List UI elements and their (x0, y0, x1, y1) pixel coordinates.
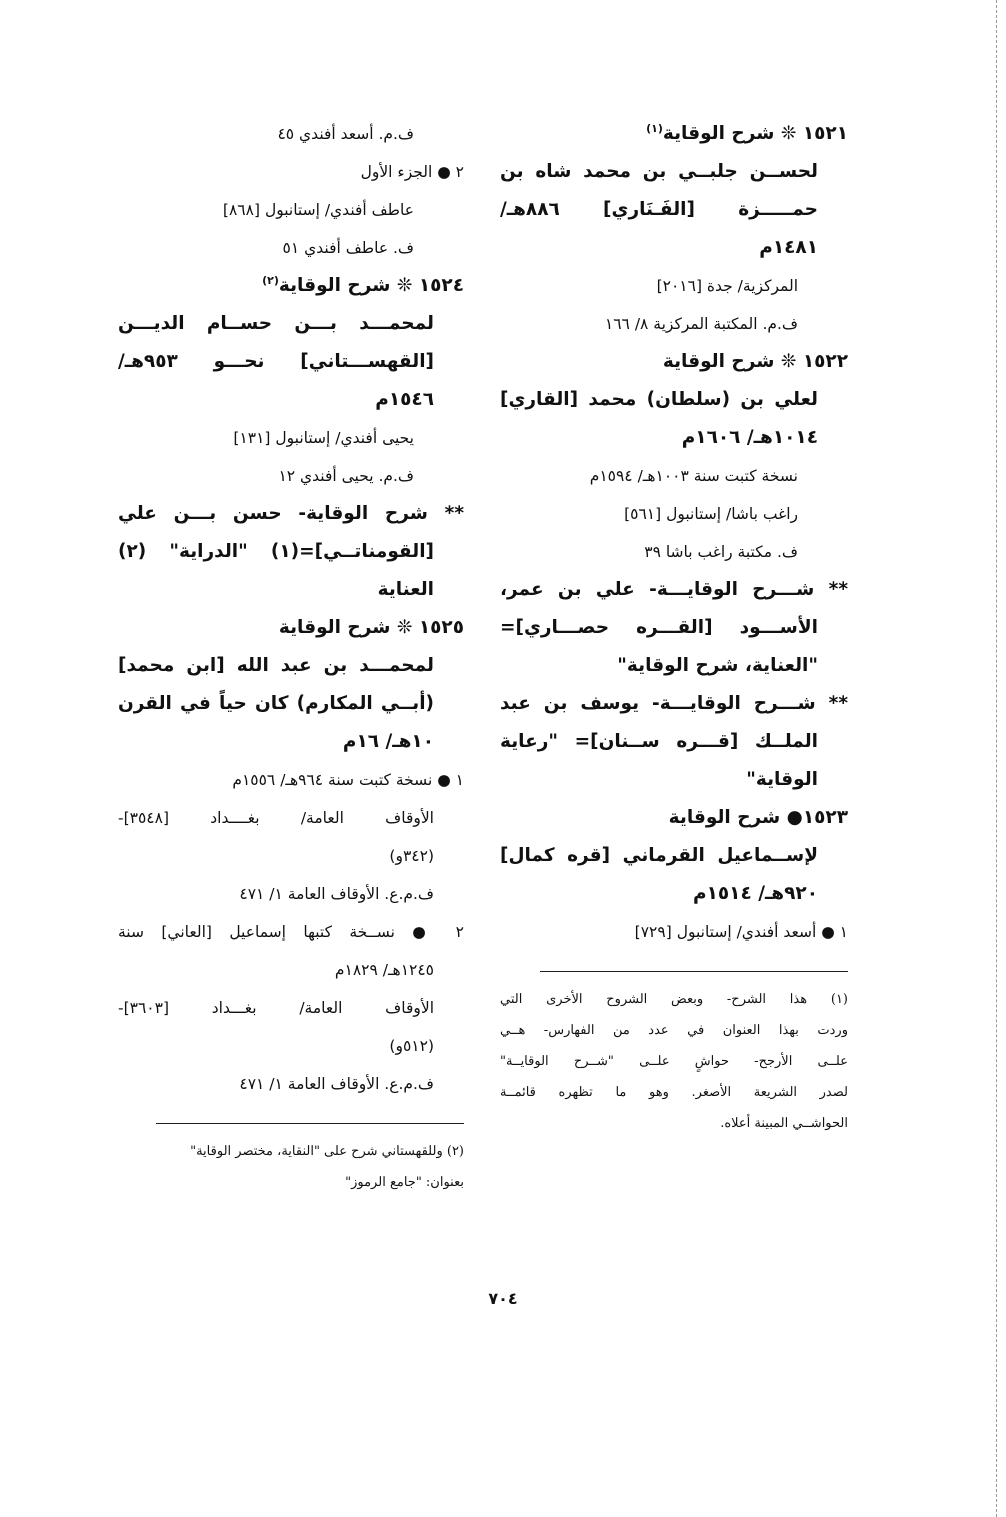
text-line (118, 381, 464, 419)
line-text: لمحمـــد بن عبد الله [ابن محمد] (118, 655, 434, 676)
line-text: ٩٢٠هـ/ ١٥١٤م (693, 883, 818, 904)
footnote-2 (118, 1136, 464, 1198)
text-line (118, 457, 464, 495)
line-text: لصدر الشريعة الأصغر. وهو ما تظهره قائمــة (500, 1085, 848, 1100)
footnote-rule (156, 1123, 464, 1124)
text-line (118, 533, 464, 571)
line-text: [القهســـتاني] نحـــو ٩٥٣هـ/ (118, 351, 434, 372)
footnote-line (500, 1108, 848, 1139)
line-text: ١٤٨١م (759, 237, 818, 258)
text-line (500, 685, 848, 723)
line-text: ٢ ● نســخة كتبها إسماعيل [العاني] سنة (118, 923, 464, 941)
footnote-line (500, 1046, 848, 1077)
text-line (118, 1065, 464, 1103)
text-line (118, 875, 464, 913)
text-line (118, 989, 464, 1027)
text-line (118, 343, 464, 381)
text-line (118, 951, 464, 989)
line-text: راغب باشا/ إستانبول [٥٦١] (624, 505, 798, 523)
footnote-marker: (١) (646, 121, 663, 135)
text-line (118, 229, 464, 267)
text-line (500, 267, 848, 305)
text-line (500, 837, 848, 875)
text-line (118, 115, 464, 153)
page-number: ٧٠٤ (488, 1289, 518, 1308)
line-text: يحيى أفندي/ إستانبول [١٣١] (233, 429, 414, 447)
text-line (500, 571, 848, 609)
line-text: ف.م. أسعد أفندي ٤٥ (277, 125, 414, 143)
line-text: ف.م.ع. الأوقاف العامة ١/ ٤٧١ (239, 885, 434, 903)
text-line (500, 799, 848, 837)
line-text: ١ ● نسخة كتبت سنة ٩٦٤هـ/ ١٥٥٦م (232, 771, 464, 789)
footnote-rule (540, 971, 848, 972)
text-line (118, 913, 464, 951)
text-line (500, 875, 848, 913)
line-text: ١٢٤٥هـ/ ١٨٢٩م (334, 961, 434, 979)
text-line (500, 191, 848, 229)
line-text: [القومناتــي]=(١) "الدراية" (٢) (118, 541, 434, 562)
text-line (500, 457, 848, 495)
text-line (118, 1027, 464, 1065)
line-text: ١٥٢٣● شرح الوقاية (668, 807, 848, 828)
line-text: (٥١٢و) (389, 1037, 434, 1055)
text-line (118, 419, 464, 457)
text-line (500, 229, 848, 267)
text-line (500, 647, 848, 685)
text-line (118, 761, 464, 799)
line-text: الملــك [قـــره ســنان]= "رعاية (500, 731, 818, 752)
text-line (500, 153, 848, 191)
text-line (500, 115, 848, 153)
text-line (500, 343, 848, 381)
line-text: ** شـــرح الوقايـــة- يوسف بن عبد (500, 693, 848, 714)
line-text: ١٠١٤هـ/ ١٦٠٦م (681, 427, 818, 448)
line-text: علــى الأرجح- حواشٍ علــى "شــرح الوقايــة" (500, 1054, 848, 1069)
text-line (118, 571, 464, 609)
line-text: الأوقاف العامة/ بغــــداد [٣٥٤٨]- (118, 809, 434, 827)
line-text: لمحمـــد بـــن حســام الديـــن (118, 313, 434, 334)
text-line (118, 647, 464, 685)
text-line (500, 381, 848, 419)
text-line (118, 191, 464, 229)
text-line (118, 723, 464, 761)
footnote-line (500, 1015, 848, 1046)
text-line (118, 685, 464, 723)
line-text: الأســـود [القـــره حصـــاري]= (500, 617, 818, 638)
line-text: المركزية/ جدة [٢٠١٦] (656, 277, 798, 295)
text-line (500, 609, 848, 647)
line-text: العناية (377, 579, 434, 600)
footnote-line (500, 984, 848, 1015)
line-text: حمـــــزة [الفَـنَاري] ٨٨٦هـ/ (500, 199, 818, 220)
line-text: ١٥٢٤ ❊ شرح الوقاية (278, 275, 464, 296)
footnote-line (118, 1167, 464, 1198)
text-line (500, 419, 848, 457)
line-text: وردت بهذا العنوان في عدد من الفهارس- هــي (500, 1023, 848, 1038)
text-line (118, 267, 464, 305)
footnote-1 (500, 984, 848, 1139)
line-text: (٢) وللقهستاني شرح على "النقاية، مختصر الوقاية" (190, 1144, 464, 1159)
line-text: الوقاية" (746, 769, 818, 790)
line-text: (٣٤٢و) (389, 847, 434, 865)
line-text: ١٠هـ/ ١٦م (342, 731, 434, 752)
text-line (118, 495, 464, 533)
left-column-entries (118, 115, 464, 1103)
text-line (118, 153, 464, 191)
line-text: (أبــي المكارم) كان حياً في القرن (118, 693, 434, 714)
left-column (118, 115, 464, 1198)
line-text: لعلي بن (سلطان) محمد [القاري] (500, 389, 818, 410)
line-text: ١٥٢٢ ❊ شرح الوقاية (662, 351, 848, 372)
text-line (500, 723, 848, 761)
text-line (500, 761, 848, 799)
line-text: ** شـــرح الوقايـــة- علي بن عمر، (500, 579, 848, 600)
footnote-line (118, 1136, 464, 1167)
footnote-line (500, 1077, 848, 1108)
right-column (500, 115, 848, 1139)
text-line (118, 305, 464, 343)
footnote-marker: (٢) (262, 273, 279, 287)
line-text: ١٥٢٥ ❊ شرح الوقاية (278, 617, 464, 638)
line-text: ف.م. يحيى أفندي ١٢ (278, 467, 414, 485)
line-text: لإســماعيل القرماني [قره كمال] (500, 845, 818, 866)
line-text: عاطف أفندي/ إستانبول [٨٦٨] (222, 201, 414, 219)
line-text: الأوقاف العامة/ بغـــداد [٣٦٠٣]- (118, 999, 434, 1017)
text-line (500, 913, 848, 951)
line-text: "العناية، شرح الوقاية" (617, 655, 818, 676)
text-line (500, 305, 848, 343)
right-column-entries (500, 115, 848, 951)
line-text: ٢ ● الجزء الأول (360, 163, 464, 181)
line-text: ف. عاطف أفندي ٥١ (282, 239, 414, 257)
line-text: ف. مكتبة راغب باشا ٣٩ (644, 543, 798, 561)
line-text: بعنوان: "جامع الرموز" (345, 1175, 464, 1190)
line-text: ف.م.ع. الأوقاف العامة ١/ ٤٧١ (239, 1075, 434, 1093)
line-text: ١٥٢١ ❊ شرح الوقاية (662, 123, 848, 144)
text-line (118, 837, 464, 875)
line-text: ١ ● أسعد أفندي/ إستانبول [٧٢٩] (634, 923, 848, 941)
line-text: نسخة كتبت سنة ١٠٠٣هـ/ ١٥٩٤م (589, 467, 798, 485)
line-text: لحســن جلبــي بن محمد شاه بن (500, 161, 818, 182)
text-line (500, 533, 848, 571)
text-line (118, 799, 464, 837)
line-text: ف.م. المكتبة المركزية ٨/ ١٦٦ (604, 315, 798, 333)
line-text: ** شرح الوقاية- حسن بـــن علي (118, 503, 464, 524)
text-line (118, 609, 464, 647)
text-line (500, 495, 848, 533)
line-text: الحواشــي المبينة أعلاه. (720, 1116, 848, 1131)
line-text: (١) هذا الشرح- وبعض الشروح الأخرى التي (500, 992, 848, 1007)
line-text: ١٥٤٦م (375, 389, 434, 410)
